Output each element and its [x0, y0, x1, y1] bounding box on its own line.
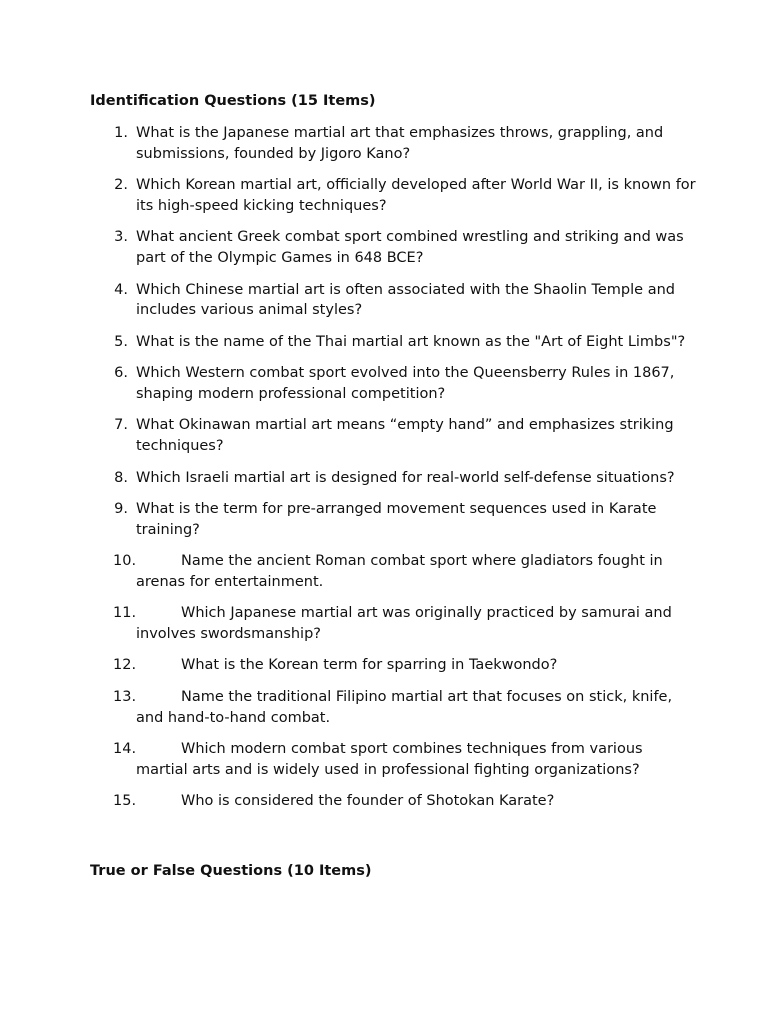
question-item	[0, 280, 768, 322]
question-number: 3.	[114, 229, 128, 246]
question-item	[0, 791, 768, 812]
question-number: 9.	[114, 500, 128, 517]
question-number: 8.	[114, 469, 128, 486]
question-item	[0, 499, 768, 541]
question-text: Which Korean martial art, officially developed after World War II, is known for its high-speed kicking techniques?	[136, 177, 696, 214]
section-heading-identification: Identification Questions (15 Items)	[90, 93, 376, 109]
question-number: 6.	[114, 365, 128, 382]
question-number: 5.	[114, 333, 128, 350]
question-number: 13.	[113, 688, 137, 705]
question-item	[0, 603, 768, 645]
question-text: Which Chinese martial art is often associated with the Shaolin Temple and includes various animal styles?	[136, 281, 675, 319]
question-item	[0, 175, 768, 217]
question-text: Which Japanese martial art was originally practiced by samurai and involves swordsmanship?	[136, 605, 672, 643]
question-number: 10.	[113, 553, 137, 570]
question-text: Which modern combat sport combines techniques from various martial arts and is widely used in professional fighting organizations?	[136, 741, 643, 778]
question-number: 4.	[114, 281, 128, 298]
question-text: Which Western combat sport evolved into the Queensberry Rules in 1867, shaping modern professional competition?	[136, 365, 675, 402]
question-item	[0, 655, 768, 676]
question-item	[0, 227, 768, 269]
question-item	[0, 415, 768, 457]
question-text: What ancient Greek combat sport combined wrestling and striking and was part of the Olympic Games in 648 BCE?	[136, 229, 684, 267]
question-item	[0, 551, 768, 593]
question-text: Which Israeli martial art is designed for real-world self-defense situations?	[136, 469, 675, 486]
question-number: 1.	[114, 125, 128, 141]
question-text: What is the Japanese martial art that emphasizes throws, grappling, and submissions, founded by Jigoro Kano?	[136, 125, 664, 162]
question-number: 12.	[113, 657, 137, 674]
question-text: What Okinawan martial art means “empty hand” and emphasizes striking techniques?	[136, 417, 674, 455]
question-item	[0, 739, 768, 781]
question-text: Who is considered the founder of Shotokan Karate?	[181, 793, 555, 810]
question-number: 2.	[114, 177, 128, 194]
question-text: Name the traditional Filipino martial art that focuses on stick, knife, and hand-to-hand combat.	[136, 688, 673, 726]
question-number: 11.	[113, 605, 137, 622]
question-item	[0, 123, 768, 165]
question-item	[0, 332, 768, 353]
question-item	[0, 687, 768, 729]
question-text: Name the ancient Roman combat sport where gladiators fought in arenas for entertainment.	[136, 553, 663, 590]
question-number: 15.	[113, 793, 137, 810]
question-item	[0, 468, 768, 489]
question-text: What is the name of the Thai martial art known as the "Art of Eight Limbs"?	[136, 333, 686, 350]
identification-question-list	[0, 123, 768, 823]
question-text: What is the term for pre-arranged movement sequences used in Karate training?	[136, 500, 657, 538]
section-heading-true-false: True or False Questions (10 Items)	[90, 863, 372, 879]
question-number: 14.	[113, 741, 137, 758]
question-item	[0, 363, 768, 405]
question-number: 7.	[114, 417, 128, 434]
question-text: What is the Korean term for sparring in Taekwondo?	[181, 657, 558, 674]
